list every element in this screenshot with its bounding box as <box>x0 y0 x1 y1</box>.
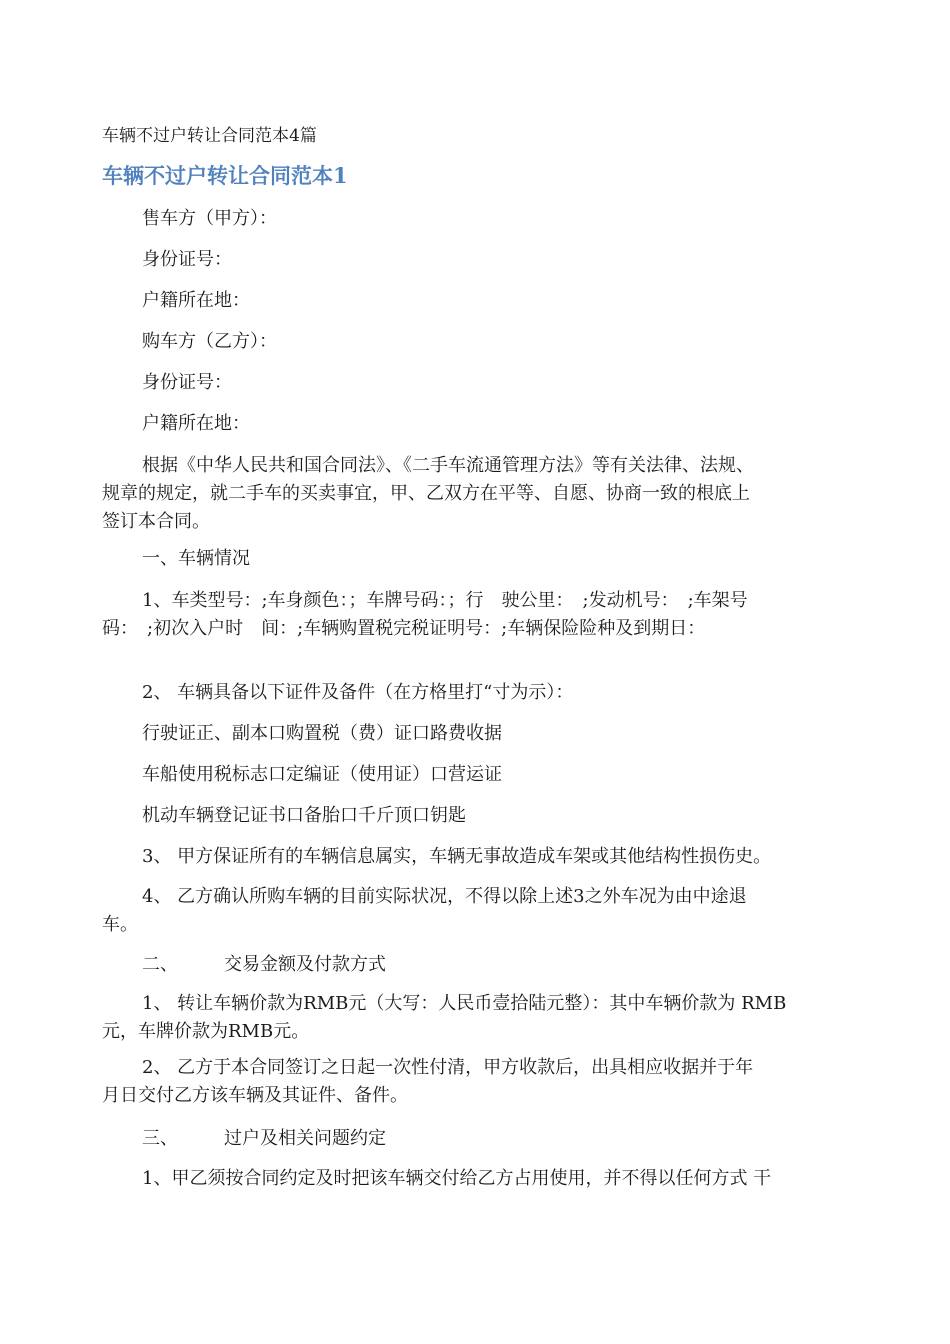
section-3-title-text: 过户及相关问题约定 <box>224 1128 386 1149</box>
section-2-item-1 <box>102 990 854 1046</box>
documents-line-3: 机动车辆登记证书口备胎口千斤顶口钥匙 <box>142 805 466 826</box>
section-3-title <box>102 1125 894 1153</box>
section-1-item-1-line-2: 码： ;初次入户时 间：;车辆购置税完税证明号：;车辆保险险种及到期日： <box>102 618 706 639</box>
section-2-title-text: 交易金额及付款方式 <box>224 954 386 975</box>
section-1-item-4-line-2: 车。 <box>102 914 138 935</box>
seller-residence-label: 户籍所在地： <box>142 290 250 311</box>
section-2-item-2-line-2: 月日交付乙方该车辆及其证件、备件。 <box>102 1085 408 1106</box>
buyer-residence-label: 户籍所在地： <box>142 413 250 434</box>
intro-line-1: 根据《中华人民共和国合同法》、《二手车流通管理方法》等有关法律、法规、 <box>142 455 754 476</box>
section-1-item-4-line-1: 4、 乙方确认所购车辆的目前实际状况，不得以除上述3之外车况为由中途退 <box>142 886 747 907</box>
section-1-item-4 <box>102 883 854 939</box>
section-2-item-2 <box>102 1054 854 1110</box>
section-3-number: 三、 <box>142 1128 178 1149</box>
section-2-title <box>102 951 894 979</box>
seller-label: 售车方（甲方）： <box>142 208 277 229</box>
section-1-item-3: 3、 甲方保证所有的车辆信息属实，车辆无事故造成车架或其他结构性损伤史。 <box>142 846 772 867</box>
documents-line-1: 行驶证正、副本口购置税（费）证口路费收据 <box>142 723 502 744</box>
intro-paragraph <box>102 452 854 536</box>
section-2-item-1-line-1: 1、 转让车辆价款为RMB元（大写：人民币壹拾陆元整）：其中车辆价款为 RMB <box>142 993 787 1014</box>
section-1-item-2: 2、 车辆具备以下证件及备件（在方格里打“寸为示）： <box>142 682 574 703</box>
intro-line-3: 签订本合同。 <box>102 511 210 532</box>
document-title: 车辆不过户转让合同范本4篇 <box>102 126 317 146</box>
section-1-title: 一、车辆情况 <box>142 548 250 569</box>
section-2-item-1-line-2: 元，车牌价款为RMB元。 <box>102 1021 310 1042</box>
intro-line-2: 规章的规定，就二手车的买卖事宜，甲、乙双方在平等、自愿、协商一致的根底上 <box>102 483 750 504</box>
buyer-id-label: 身份证号： <box>142 372 232 393</box>
section-3-item-1: 1、甲乙须按合同约定及时把该车辆交付给乙方占用使用，并不得以任何方式 干 <box>142 1168 772 1189</box>
section-1-item-1-line-1: 1、车类型号：;车身颜色：；车牌号码：；行 驶公里： ;发动机号： ;车架号 <box>142 590 748 611</box>
section-2-item-2-line-1: 2、 乙方于本合同签订之日起一次性付清，甲方收款后，出具相应收据并于年 <box>142 1057 754 1078</box>
buyer-label: 购车方（乙方）： <box>142 331 277 352</box>
documents-line-2: 车船使用税标志口定编证（使用证）口营运证 <box>142 764 502 785</box>
seller-id-label: 身份证号： <box>142 249 232 270</box>
contract-heading: 车辆不过户转让合同范本1 <box>102 163 348 188</box>
section-1-item-1 <box>102 587 854 643</box>
section-2-number: 二、 <box>142 954 178 975</box>
